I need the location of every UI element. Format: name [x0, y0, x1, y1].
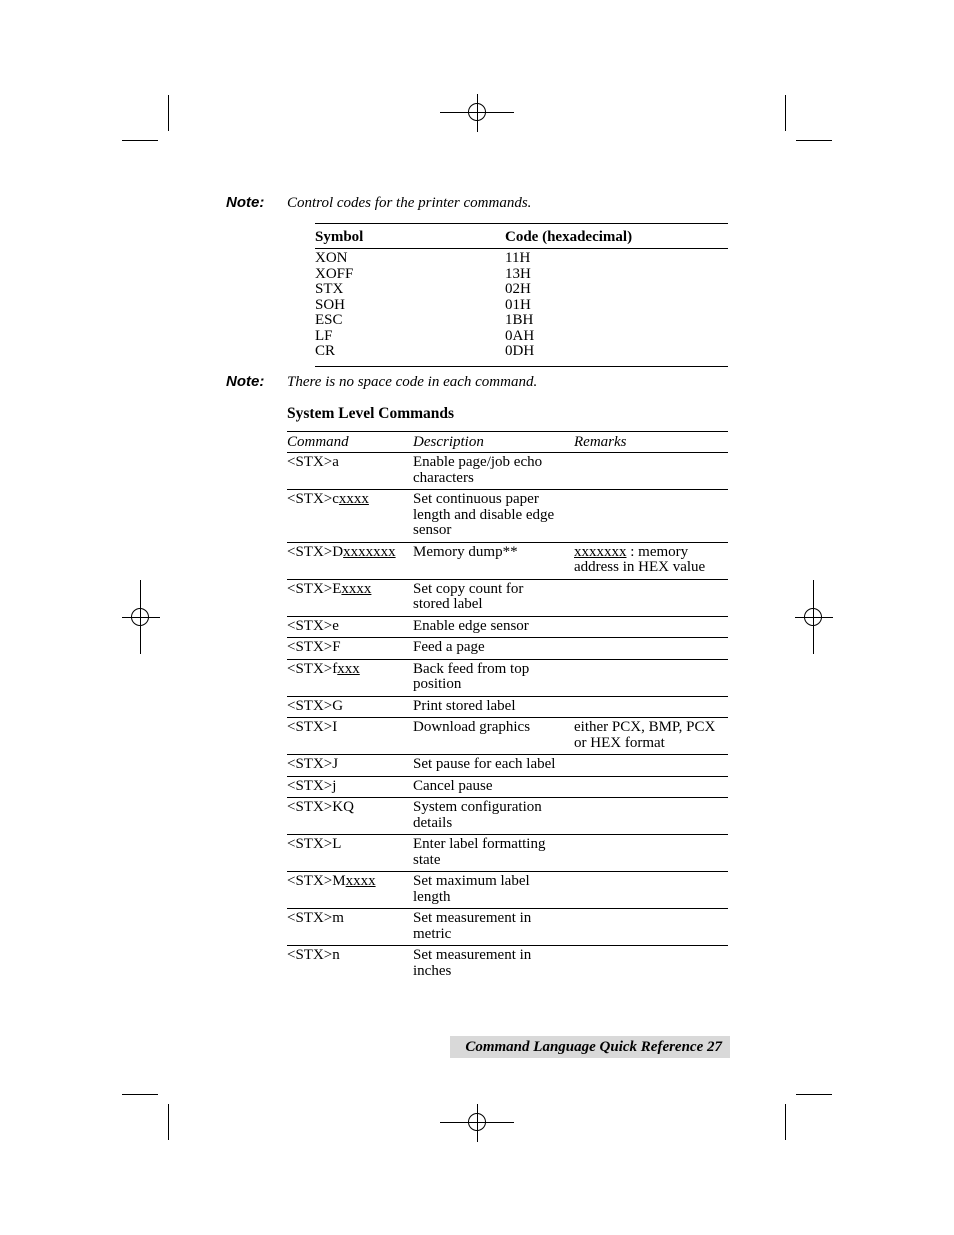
- description-cell: Set copy count for stored label: [413, 579, 574, 616]
- command-name: <STX>E: [287, 580, 342, 597]
- command-argument: xxxxxxx: [343, 543, 396, 560]
- hex-code-cell: 0AH: [505, 327, 535, 344]
- column-header-code: Code (hexadecimal): [505, 224, 728, 249]
- command-name: <STX>j: [287, 777, 337, 794]
- description-cell: Set measurement in metric: [413, 909, 574, 946]
- remarks-cell: [574, 909, 728, 946]
- hex-code-cell: 11H: [505, 250, 531, 266]
- command-cell: [287, 616, 413, 638]
- remarks-cell: [574, 696, 728, 718]
- remark-text: either PCX, BMP, PCX or HEX format: [574, 719, 716, 751]
- description-cell: Set maximum label length: [413, 872, 574, 909]
- command-cell: [287, 798, 413, 835]
- description-cell: Set continuous paper length and disable edge sensor: [413, 490, 574, 543]
- table-row: [287, 798, 728, 835]
- command-cell: [287, 835, 413, 872]
- command-cell: [287, 542, 413, 579]
- description-cell: Enable edge sensor: [413, 616, 574, 638]
- table-header-row: [315, 224, 728, 249]
- symbol-cell: XOFF: [315, 265, 354, 282]
- description-cell: System configuration details: [413, 798, 574, 835]
- remarks-cell: [574, 616, 728, 638]
- column-header-command: Command: [287, 432, 413, 453]
- system-command-table: [287, 431, 728, 982]
- command-argument: xxxx: [338, 491, 369, 507]
- table-row: [287, 909, 728, 946]
- command-cell: [287, 659, 413, 696]
- remarks-cell: [574, 835, 728, 872]
- section-heading: System Level Commands: [287, 405, 455, 422]
- command-name: <STX>F: [287, 639, 341, 655]
- command-name: <STX>m: [287, 910, 344, 926]
- symbol-cell: CR: [315, 343, 336, 359]
- table-row: [315, 267, 728, 283]
- table-row: [287, 579, 728, 616]
- remarks-cell: [574, 638, 728, 660]
- description-cell: Set measurement in inches: [413, 947, 532, 979]
- command-name: <STX>n: [287, 947, 340, 963]
- command-argument: xxxx: [341, 580, 372, 597]
- remarks-cell: [574, 776, 728, 798]
- note-text: Control codes for the printer commands.: [287, 195, 532, 211]
- command-cell: [287, 776, 413, 798]
- table-row: [315, 344, 728, 366]
- remark-text: : memory address in HEX value: [574, 543, 706, 575]
- column-header-remarks: Remarks: [574, 432, 728, 453]
- symbol-cell: STX: [315, 281, 344, 297]
- description-cell: Enter label formatting state: [413, 835, 574, 872]
- remarks-cell: [574, 453, 728, 490]
- symbol-cell: XON: [315, 250, 348, 266]
- table-row: [315, 298, 728, 314]
- column-header-symbol: Symbol: [315, 224, 505, 249]
- command-cell: [287, 755, 413, 777]
- remarks-cell: [574, 755, 728, 777]
- control-code-table: [315, 223, 728, 367]
- note-label: Note:: [226, 194, 265, 211]
- table-row: [287, 718, 728, 755]
- hex-code-cell: 13H: [505, 265, 531, 282]
- description-cell: Download graphics: [413, 718, 574, 755]
- command-name: <STX>e: [287, 617, 339, 634]
- table-row: [287, 946, 728, 983]
- table-row: [287, 453, 728, 490]
- table-row: [287, 490, 728, 543]
- description-cell: Back feed from top position: [413, 659, 574, 696]
- command-name: <STX>J: [287, 756, 339, 772]
- command-argument: xxx: [337, 660, 360, 677]
- symbol-cell: ESC: [315, 312, 343, 328]
- table-row: [287, 872, 728, 909]
- remarks-cell: [574, 659, 728, 696]
- remarks-cell: [574, 798, 728, 835]
- symbol-cell: SOH: [315, 296, 346, 313]
- table-row: [315, 282, 728, 298]
- table-row: [287, 542, 728, 579]
- command-name: <STX>D: [287, 543, 344, 560]
- hex-code-cell: 02H: [505, 281, 531, 297]
- command-cell: [287, 872, 413, 909]
- command-cell: [287, 909, 413, 946]
- description-cell: Enable page/job echo characters: [413, 453, 574, 490]
- command-name: <STX>c: [287, 491, 339, 507]
- command-name: <STX>M: [287, 873, 346, 889]
- command-name: <STX>G: [287, 697, 344, 714]
- remarks-cell: [574, 542, 728, 579]
- command-argument: xxxx: [345, 873, 376, 889]
- remarks-cell: [574, 718, 728, 755]
- table-row: [315, 249, 728, 267]
- command-name: <STX>KQ: [287, 799, 354, 815]
- description-cell: Feed a page: [413, 638, 574, 660]
- hex-code-cell: 01H: [505, 296, 531, 313]
- command-name: <STX>L: [287, 836, 342, 852]
- remarks-cell: [574, 490, 728, 543]
- table-row: [287, 776, 728, 798]
- hex-code-cell: 0DH: [505, 343, 535, 359]
- symbol-cell: LF: [315, 327, 333, 344]
- command-cell: [287, 453, 413, 490]
- command-name: <STX>I: [287, 719, 338, 735]
- table-row: [287, 835, 728, 872]
- command-cell: [287, 718, 413, 755]
- remark-argument: xxxxxxx: [574, 543, 627, 560]
- table-row: [315, 329, 728, 345]
- remarks-cell: [574, 872, 728, 909]
- description-cell: Set pause for each label: [413, 755, 574, 777]
- note-text: There is no space code in each command.: [287, 374, 538, 390]
- hex-code-cell: 1BH: [505, 312, 534, 328]
- command-name: <STX>f: [287, 660, 338, 677]
- command-name: <STX>a: [287, 454, 339, 470]
- page-footer: Command Language Quick Reference 27: [450, 1036, 730, 1058]
- command-cell: [287, 638, 413, 660]
- description-cell: Cancel pause: [413, 776, 574, 798]
- description-cell: Print stored label: [413, 696, 574, 718]
- remarks-cell: [574, 579, 728, 616]
- remarks-cell: [574, 946, 728, 983]
- table-row: [287, 616, 728, 638]
- command-cell: [287, 579, 413, 616]
- table-row: [287, 696, 728, 718]
- table-row: [287, 755, 728, 777]
- table-row: [287, 659, 728, 696]
- table-row: [287, 638, 728, 660]
- command-cell: [287, 696, 413, 718]
- note-label: Note:: [226, 373, 265, 390]
- description-cell: Memory dump**: [413, 542, 574, 579]
- command-cell: [287, 946, 413, 983]
- table-header-row: [287, 432, 728, 453]
- command-cell: [287, 490, 413, 543]
- column-header-description: Description: [413, 432, 574, 453]
- table-row: [315, 313, 728, 329]
